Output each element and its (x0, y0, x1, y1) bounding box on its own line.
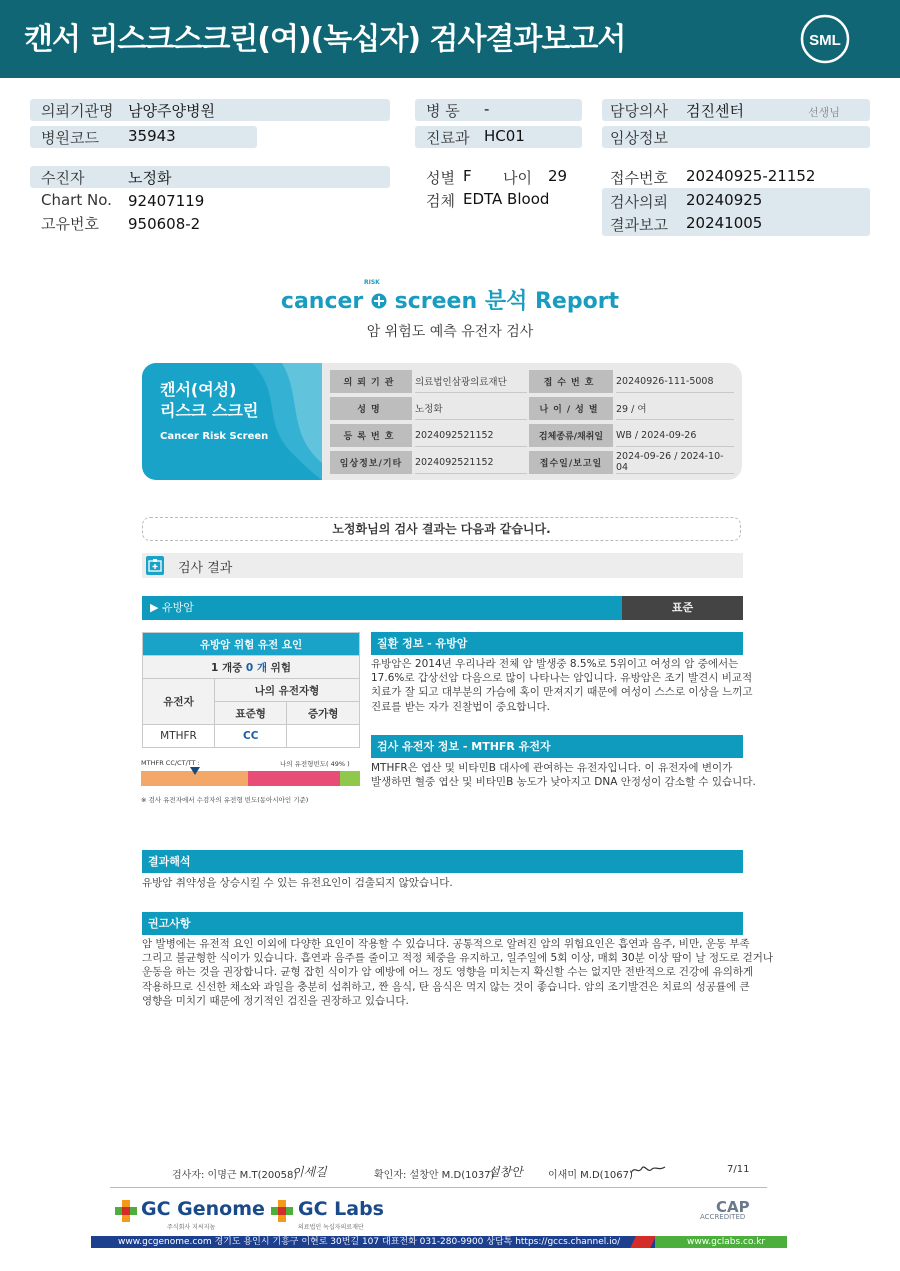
card-key-receipt: 접수번호 (529, 370, 613, 393)
clinical-label: 임상정보 (610, 129, 668, 147)
dept-value: HC01 (484, 127, 525, 145)
id-label: 고유번호 (41, 215, 99, 233)
table-row (143, 725, 360, 748)
result-notice: 노정화님의 검사 결과는 다음과 같습니다. (142, 517, 741, 541)
card-title: 캔서(여성) 리스크 스크린 (160, 380, 259, 420)
clipboard-icon (146, 556, 164, 575)
req-date-value: 20240925 (686, 191, 763, 209)
id-value: 950608-2 (128, 215, 201, 233)
brand-cancer: cancer (280, 289, 364, 314)
card-key-age-sex: 나이/성별 (529, 397, 613, 420)
chart-label: Chart No. (41, 191, 112, 209)
brand-screen: screen (394, 289, 478, 314)
cap-logo: CAP (716, 1198, 750, 1216)
ward-label: 병 동 (426, 102, 460, 120)
report-title: 캔서 리스크스크린(여)(녹십자) 검사결과보고서 (24, 22, 626, 57)
card-key-reg-no: 등록번호 (330, 424, 412, 447)
card-val-req-inst: 의료법인삼광의료재단 (415, 370, 527, 393)
patient-value: 노정화 (128, 169, 172, 187)
confirmer2-signature-label: 이새미 M.D(1067) (548, 1170, 633, 1181)
gc-labs-subtitle: 의료법인 녹십자의료재단 (298, 1224, 364, 1231)
age-value: 29 (548, 167, 568, 185)
receipt-value: 20240925-21152 (686, 167, 816, 185)
footer-contact-text: www.gcgenome.com 경기도 용인시 기흥구 이현로 30번길 107 대표전화 031-280-9900 상담톡 https://gccs.channel.io/ (118, 1237, 621, 1247)
gene-table-header: 유방암 위험 유전 요인 (143, 633, 360, 656)
gene-table-footnote: ※ 검사 유전자에서 수검자의 유전형 빈도(동아시아인 기준) (141, 796, 309, 804)
brand-title (0, 284, 900, 315)
gc-genome-logo: GC Genome (141, 1198, 265, 1220)
patient-label: 수진자 (41, 169, 85, 187)
disease-info-header: 질환 정보 - 유방암 (371, 632, 743, 655)
card-key-req-inst: 의뢰기관 (330, 370, 412, 393)
card-val-clinical: 2024092521152 (415, 451, 527, 474)
gc-genome-subtitle: 주식회사 지씨지놈 (167, 1224, 216, 1231)
risk-status-badge: 표준 (622, 596, 743, 620)
cancer-type-bar: ▶ 유방암 (142, 596, 622, 620)
report-date-value: 20241005 (686, 214, 763, 232)
hosp-code-value: 35943 (128, 127, 176, 145)
recommendation-header: 권고사항 (142, 912, 743, 935)
doctor-label: 담당의사 (610, 102, 668, 120)
chart-value: 92407119 (128, 192, 205, 210)
card-key-specimen: 검체종류/채취일 (529, 424, 613, 447)
card-key-clinical: 임상정보/기타 (330, 451, 412, 474)
genotype-bar-label: MTHFR CC/CT/TT : (141, 759, 200, 767)
receipt-label: 접수번호 (610, 169, 668, 187)
brand-report: 분석 Report (484, 289, 620, 314)
card-key-name: 성명 (330, 397, 412, 420)
gene-risk-table (142, 632, 360, 748)
gc-labs-logo: GC Labs (298, 1198, 384, 1220)
card-title-en: Cancer Risk Screen (160, 431, 269, 442)
tester-signature-label: 검사자: 이명근 M.T(20058) (172, 1170, 298, 1181)
sex-label: 성별 (426, 169, 455, 187)
card-val-age-sex: 29 / 여 (616, 397, 734, 420)
card-val-name: 노정화 (415, 397, 527, 420)
confirmer-signature: 설창안 (488, 1165, 523, 1179)
interpretation-header: 결과해석 (142, 850, 743, 873)
hosp-code-label: 병원코드 (41, 129, 99, 147)
patient-info-card (142, 363, 742, 480)
footer-gclabs-link[interactable]: www.gclabs.co.kr (687, 1237, 766, 1247)
req-inst-label: 의뢰기관명 (41, 102, 114, 120)
col-standard-header: 표준형 (215, 702, 287, 725)
risk-plus-icon (371, 293, 387, 309)
recommendation-text: 암 발병에는 유전적 요인 이외에 다양한 요인이 작용할 수 있습니다. 공통적으로 알려진 암의 위험요인은 흡연과 음주, 비만, 운동 부족 그리고 불균형한 식이가 있습니다. 흡연과 음주를 줄이고 적정 체중을 유지하고, 일주일에 5회 이상, 매회 30분 이상 땀이 날 정도로 걷거나 운동을 하는 것을 권장합니다. 균형 잡힌 식이가 암 예방에 어느 정도 영향을 미치는지 확신할 수는 없지만 전반적으로 건강에 유의하게 작용하므로 신선한 채소와 과일을 충분히 섭취하고, 짠 음식, 탄 음식은 먹지 않는 것이 좋습니다. 암의 조기발견은 치료의 성공률에 큰 영향을 미치기 때문에 정기적인 검진을 권장하고 있습니다. (142, 938, 774, 1007)
doctor-value: 검진센터 (686, 102, 744, 120)
dept-label: 진료과 (426, 129, 470, 147)
col-genotype-header: 나의 유전자형 (215, 679, 360, 702)
page-number: 7/11 (727, 1164, 750, 1175)
results-section-title: 검사 결과 (178, 561, 233, 576)
brand-risk-label: RISK (364, 279, 380, 286)
specimen-value: EDTA Blood (463, 190, 550, 208)
interpretation-text: 유방암 취약성을 상승시킬 수 있는 유전요인이 검출되지 않았습니다. (142, 877, 453, 889)
card-val-reg-no: 2024092521152 (415, 424, 527, 447)
cap-accredited: ACCREDITED (700, 1213, 746, 1221)
brand-subtitle: 암 위험도 예측 유전자 검사 (366, 324, 534, 340)
card-val-receipt: 20240926-111-5008 (616, 370, 734, 393)
genotype-segment-ct (248, 771, 340, 786)
standard-genotype-cell: CC (215, 725, 287, 748)
card-key-dates: 접수일/보고일 (529, 451, 613, 474)
gc-cross-logo-icon (114, 1199, 138, 1223)
doctor-suffix: 선생님 (808, 106, 840, 119)
tester-signature: 이세길 (292, 1165, 327, 1179)
req-date-label: 검사의뢰 (610, 193, 668, 211)
logo-text: SML (809, 32, 841, 49)
gene-info-header: 검사 유전자 정보 - MTHFR 유전자 (371, 735, 743, 758)
col-gene-header: 유전자 (143, 679, 215, 725)
sml-logo-icon (800, 14, 850, 64)
disease-info-text: 유방암은 2014년 우리나라 전체 암 발생중 8.5%로 5위이고 여성의 암 중에서는 17.6%로 갑상선암 다음으로 많이 나타나는 암입니다. 유방암은 조기 발견시 비교적 치료가 잘 되고 대부분의 가슴에 혹이 만져지기 때문에 여성이 스스로 이상을 느끼고 진료를 받는 자가 진찰법이 중요합니다. (371, 658, 753, 713)
report-date-label: 결과보고 (610, 216, 668, 234)
age-label: 나이 (503, 169, 532, 187)
gc-labs-cross-icon (270, 1199, 294, 1223)
signature-scribble-icon (630, 1163, 666, 1177)
ward-value: - (484, 100, 490, 118)
card-val-specimen: WB / 2024-09-26 (616, 424, 734, 447)
col-increased-header: 증가형 (287, 702, 360, 725)
card-val-dates: 2024-09-26 / 2024-10-04 (616, 451, 734, 474)
gene-name-cell: MTHFR (143, 725, 215, 748)
increased-genotype-cell (287, 725, 360, 748)
genotype-frequency: 나의 유전형빈도( 49% ) (280, 760, 350, 768)
specimen-label: 검체 (426, 192, 455, 210)
genotype-marker-icon (190, 767, 200, 775)
gene-info-text: MTHFR은 엽산 및 비타민B 대사에 관여하는 유전자입니다. 이 유전자에 변이가 발생하면 혈중 엽산 및 비타민B 농도가 낮아지고 DNA 안정성이 감소할 수 있습니다. (371, 762, 756, 789)
confirmer-signature-label: 확인자: 설창안 M.D(1037) (374, 1170, 495, 1181)
req-inst-value: 남양주양병원 (128, 102, 215, 120)
genotype-segment-tt (340, 771, 360, 786)
footer-divider (110, 1187, 767, 1188)
sex-value: F (463, 167, 472, 185)
gene-risk-count: 1 개중 0 개 위험 (143, 656, 360, 679)
